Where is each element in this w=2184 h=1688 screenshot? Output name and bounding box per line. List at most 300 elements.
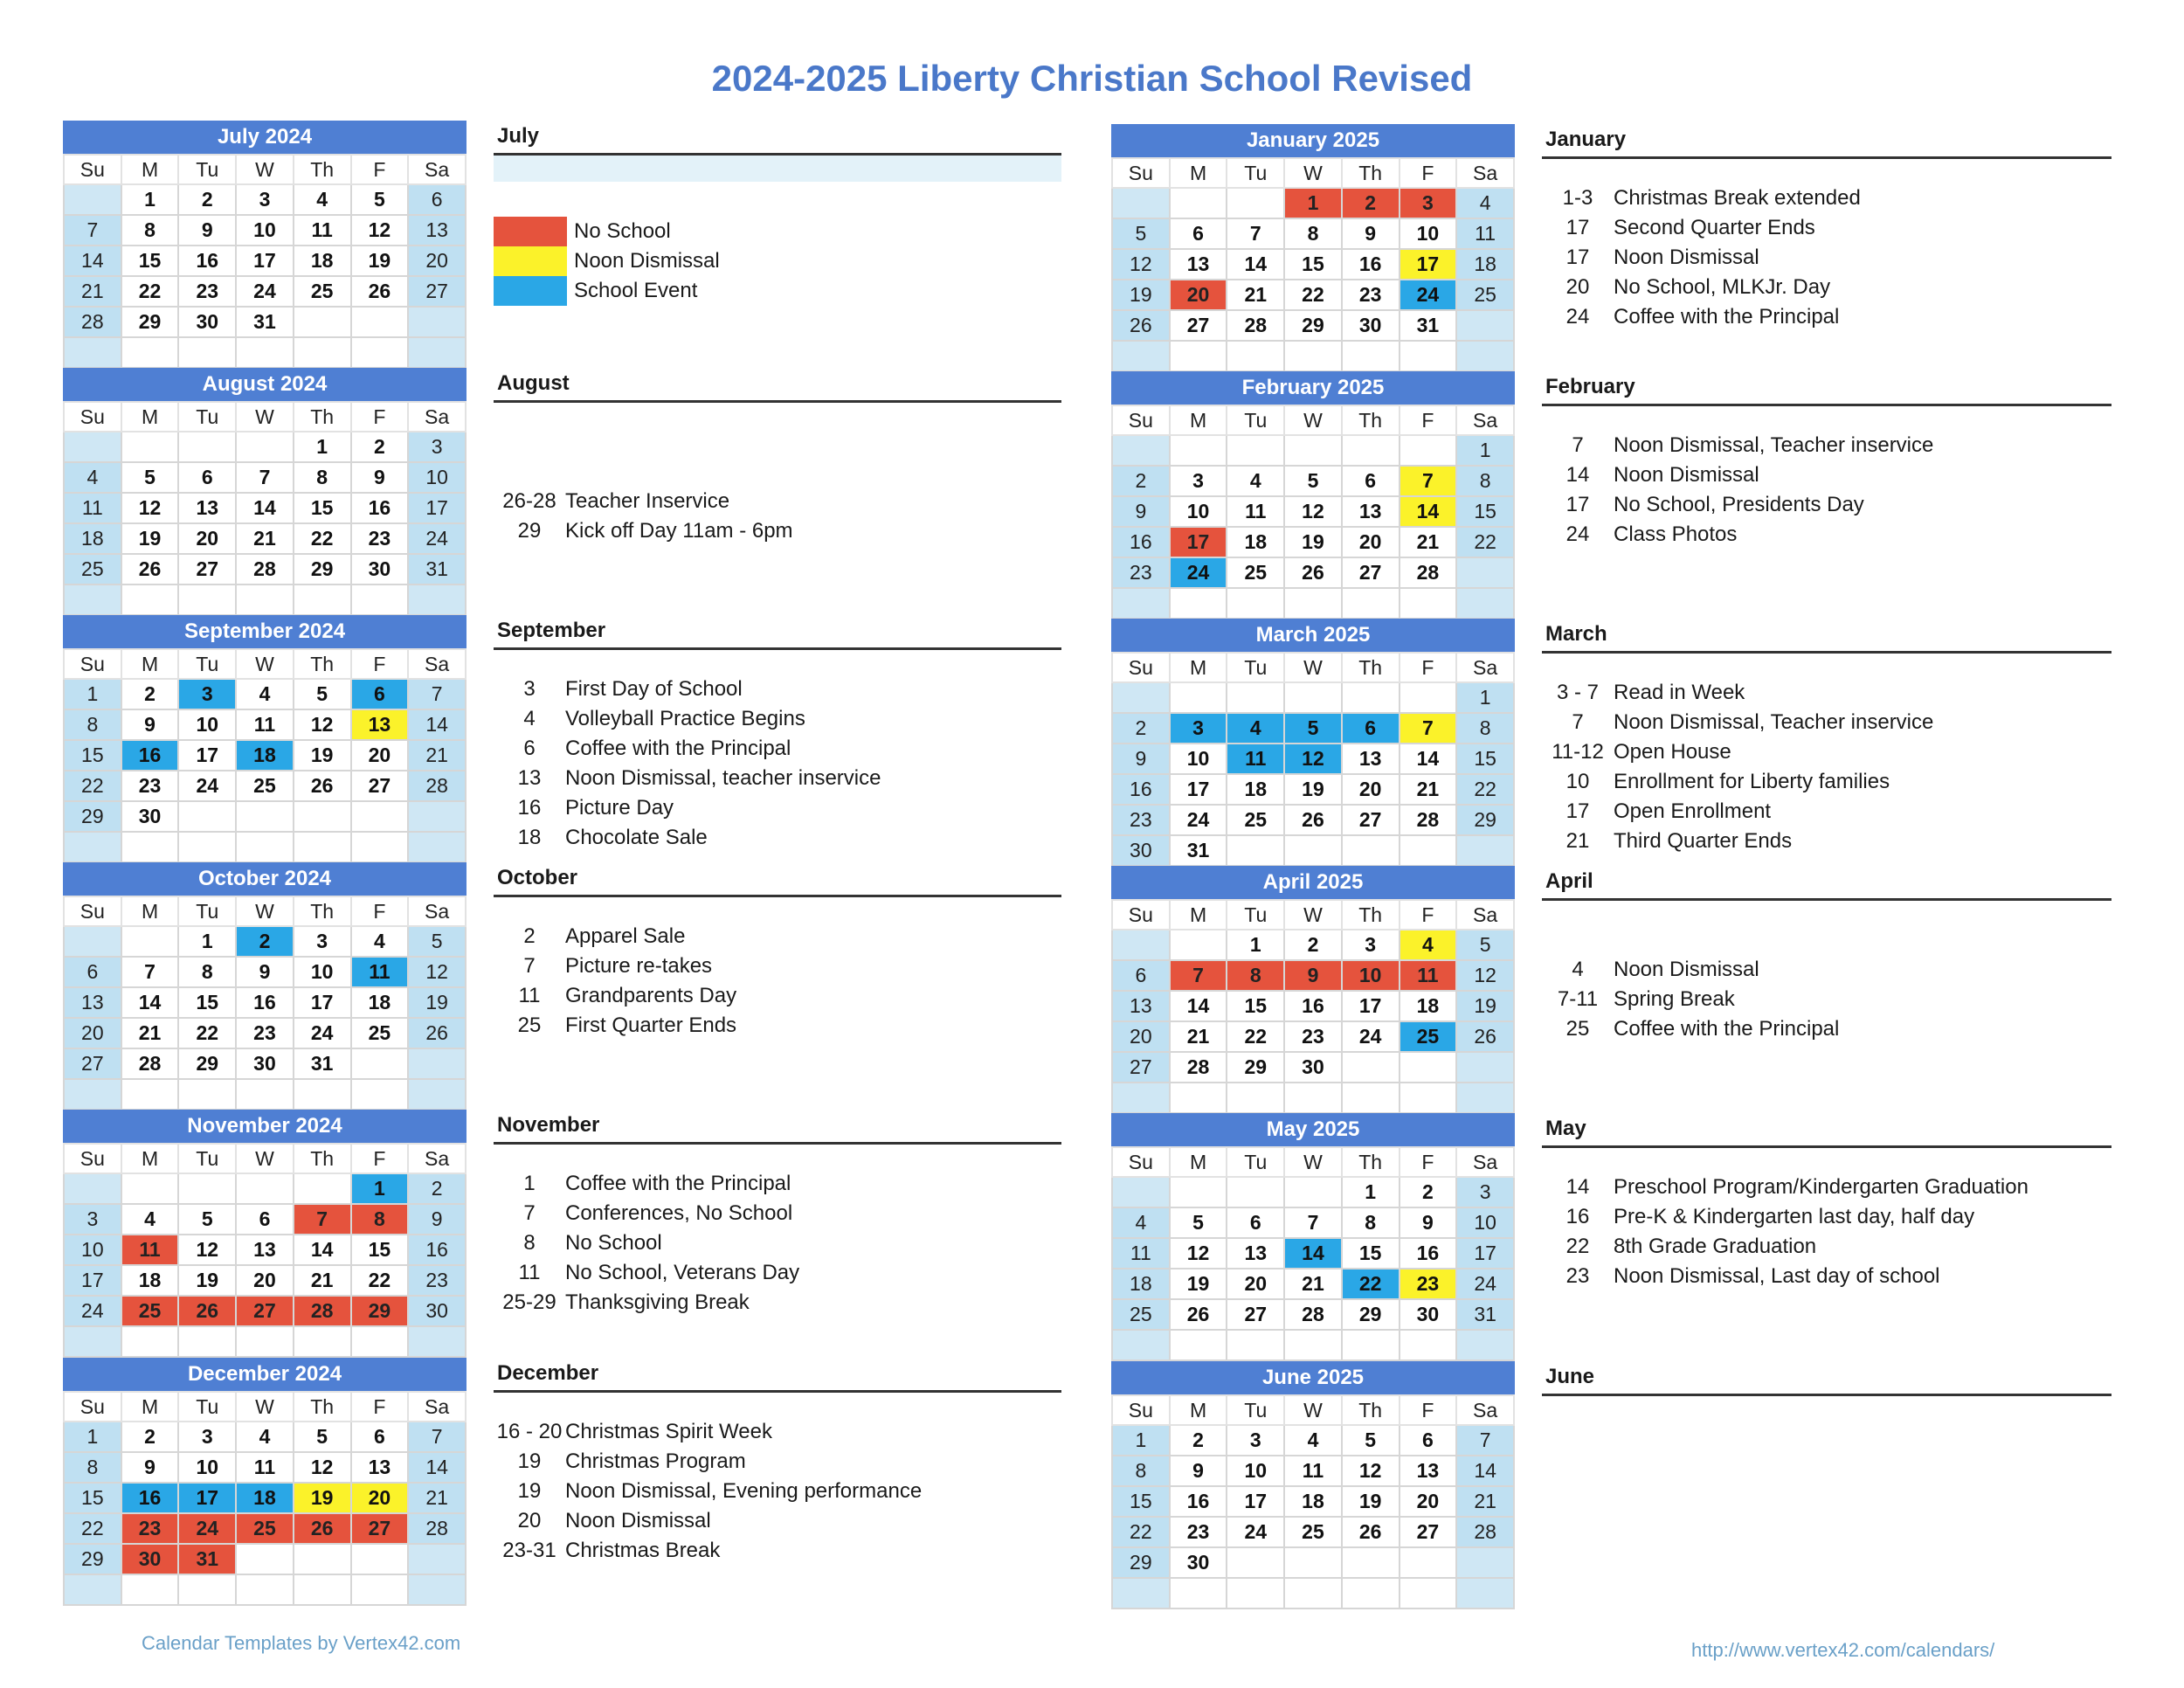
- month-header: April 2025: [1111, 866, 1515, 899]
- empty-day-cell: [64, 926, 121, 957]
- empty-day-cell: [64, 1574, 121, 1605]
- month-grid: [1111, 899, 1515, 1114]
- month-events: [494, 862, 1061, 1041]
- empty-day-cell: [1284, 588, 1342, 619]
- month-grid: [1111, 652, 1515, 867]
- event-date: 1-3: [1562, 186, 1593, 210]
- event-row: [494, 1258, 1061, 1288]
- events-heading: May: [1542, 1113, 2111, 1148]
- day-cell: 27: [1342, 805, 1400, 835]
- day-cell: 4: [236, 679, 294, 709]
- day-cell: 31: [178, 1544, 236, 1574]
- day-cell: 1: [351, 1173, 409, 1204]
- day-cell: 15: [1456, 496, 1514, 527]
- day-cell: 30: [121, 1544, 179, 1574]
- day-cell: 1: [294, 432, 351, 462]
- day-cell: 23: [1112, 805, 1170, 835]
- month-calendar: [1111, 124, 1515, 372]
- empty-day-cell: [1227, 1177, 1284, 1207]
- day-cell: 2: [178, 184, 236, 215]
- event-date: 17: [1565, 216, 1590, 239]
- day-cell: 4: [1227, 713, 1284, 744]
- day-cell: 5: [1112, 218, 1170, 249]
- day-cell: 9: [1342, 218, 1400, 249]
- day-cell: 1: [1284, 188, 1342, 218]
- event-text: Third Quarter Ends: [1614, 829, 1793, 853]
- day-cell: 30: [178, 307, 236, 337]
- month-grid: [1111, 1146, 1515, 1361]
- weekday-header: Tu: [1227, 405, 1284, 435]
- legend-label: School Event: [574, 279, 698, 302]
- day-cell: 21: [1170, 1021, 1227, 1052]
- event-text: Noon Dismissal: [1614, 463, 1759, 487]
- day-cell: 25: [1227, 805, 1284, 835]
- day-cell: 2: [236, 926, 294, 957]
- day-cell: 30: [1170, 1547, 1227, 1578]
- day-cell: 20: [408, 246, 466, 276]
- day-cell: 27: [408, 276, 466, 307]
- event-date: 26-28: [502, 489, 556, 513]
- day-cell: 23: [121, 771, 179, 801]
- day-cell: 15: [178, 987, 236, 1018]
- event-row: [1542, 460, 2111, 490]
- day-cell: 5: [178, 1204, 236, 1235]
- day-cell: 2: [121, 679, 179, 709]
- day-cell: 18: [1456, 249, 1514, 280]
- day-cell: 9: [1170, 1456, 1227, 1486]
- empty-day-cell: [121, 1173, 179, 1204]
- day-cell: 20: [351, 1483, 409, 1513]
- weekday-header: Tu: [178, 1392, 236, 1422]
- day-cell: 24: [178, 1513, 236, 1544]
- event-row: [494, 1536, 1061, 1566]
- day-cell: 4: [1112, 1207, 1170, 1238]
- day-cell: 8: [294, 462, 351, 493]
- month-events: [1542, 371, 2111, 550]
- day-cell: 17: [1227, 1486, 1284, 1517]
- day-cell: 26: [1170, 1299, 1227, 1330]
- empty-day-cell: [64, 832, 121, 862]
- day-cell: 3: [1170, 713, 1227, 744]
- day-cell: 5: [1170, 1207, 1227, 1238]
- weekday-header: Su: [64, 155, 121, 184]
- empty-day-cell: [351, 307, 409, 337]
- weekday-header: M: [1170, 158, 1227, 188]
- empty-day-cell: [408, 337, 466, 368]
- day-cell: 14: [294, 1235, 351, 1265]
- day-cell: 4: [64, 462, 121, 493]
- weekday-header: W: [1284, 158, 1342, 188]
- day-cell: 12: [1284, 496, 1342, 527]
- day-cell: 24: [294, 1018, 351, 1048]
- day-cell: 10: [236, 215, 294, 246]
- day-cell: 25: [351, 1018, 409, 1048]
- weekday-header: Th: [294, 1392, 351, 1422]
- weekday-header: W: [1284, 653, 1342, 682]
- empty-day-cell: [1284, 835, 1342, 866]
- empty-day-cell: [408, 585, 466, 615]
- empty-day-cell: [1227, 1083, 1284, 1113]
- event-text: Pre-K & Kindergarten last day, half day: [1614, 1205, 1975, 1228]
- event-text: Open House: [1614, 740, 1731, 764]
- event-row: [1542, 490, 2111, 520]
- empty-day-cell: [1227, 1330, 1284, 1360]
- day-cell: 16: [1342, 249, 1400, 280]
- event-date: 24: [1565, 305, 1590, 329]
- day-cell: 10: [1170, 744, 1227, 774]
- weekday-header: Tu: [178, 649, 236, 679]
- month-header: July 2024: [63, 121, 467, 154]
- day-cell: 11: [1112, 1238, 1170, 1269]
- weekday-header: W: [1284, 1147, 1342, 1177]
- event-text: Noon Dismissal, Teacher inservice: [1614, 433, 1934, 457]
- day-cell: 16: [121, 740, 179, 771]
- events-list: [494, 922, 1061, 1041]
- empty-day-cell: [1170, 682, 1227, 713]
- day-cell: 19: [121, 523, 179, 554]
- events-heading: August: [494, 368, 1061, 403]
- weekday-header: W: [1284, 405, 1342, 435]
- weekday-header: W: [236, 155, 294, 184]
- day-cell: 17: [236, 246, 294, 276]
- day-cell: 12: [178, 1235, 236, 1265]
- day-cell: 3: [236, 184, 294, 215]
- empty-day-cell: [351, 1544, 409, 1574]
- event-text: Christmas Break: [565, 1539, 721, 1562]
- weekday-header: Th: [294, 1144, 351, 1173]
- month-header: October 2024: [63, 862, 467, 896]
- day-cell: 27: [178, 554, 236, 585]
- event-text: Noon Dismissal: [1614, 958, 1759, 981]
- day-cell: 23: [1342, 280, 1400, 310]
- day-cell: 19: [408, 987, 466, 1018]
- day-cell: 31: [294, 1048, 351, 1079]
- day-cell: 2: [121, 1422, 179, 1452]
- day-cell: 10: [1170, 496, 1227, 527]
- events-list: [1542, 431, 2111, 550]
- day-cell: 8: [351, 1204, 409, 1235]
- events-list: [1542, 1173, 2111, 1291]
- day-cell: 8: [1227, 960, 1284, 991]
- day-cell: 28: [294, 1296, 351, 1326]
- events-list: [1542, 955, 2111, 1044]
- day-cell: 28: [408, 771, 466, 801]
- day-cell: 28: [1284, 1299, 1342, 1330]
- empty-day-cell: [178, 432, 236, 462]
- day-cell: 26: [1284, 805, 1342, 835]
- weekday-header: Sa: [1456, 653, 1514, 682]
- empty-day-cell: [178, 585, 236, 615]
- day-cell: 18: [1227, 774, 1284, 805]
- event-row: [494, 704, 1061, 734]
- event-date: 17: [1565, 246, 1590, 269]
- empty-day-cell: [1400, 341, 1457, 371]
- empty-day-cell: [236, 337, 294, 368]
- empty-day-cell: [236, 832, 294, 862]
- weekday-header: Th: [294, 896, 351, 926]
- month-grid: [63, 1391, 467, 1606]
- day-cell: 28: [1400, 805, 1457, 835]
- empty-day-cell: [351, 1326, 409, 1357]
- event-row: [1542, 302, 2111, 332]
- event-row: [494, 1288, 1061, 1318]
- event-text: Spring Break: [1614, 987, 1735, 1011]
- day-cell: 7: [408, 679, 466, 709]
- empty-day-cell: [1456, 1052, 1514, 1083]
- day-cell: 23: [351, 523, 409, 554]
- day-cell: 26: [1112, 310, 1170, 341]
- event-text: Noon Dismissal, Evening performance: [565, 1479, 923, 1503]
- empty-day-cell: [1112, 930, 1170, 960]
- day-cell: 25: [121, 1296, 179, 1326]
- day-cell: 16: [121, 1483, 179, 1513]
- weekday-header: Su: [1112, 1395, 1170, 1425]
- day-cell: 19: [294, 1483, 351, 1513]
- day-cell: 7: [408, 1422, 466, 1452]
- day-cell: 19: [1284, 774, 1342, 805]
- day-cell: 27: [351, 771, 409, 801]
- day-cell: 26: [351, 276, 409, 307]
- event-date: 29: [517, 519, 542, 543]
- day-cell: 10: [1456, 1207, 1514, 1238]
- empty-day-cell: [351, 337, 409, 368]
- event-date: 25: [1565, 1017, 1590, 1041]
- day-cell: 15: [294, 493, 351, 523]
- empty-day-cell: [1170, 930, 1227, 960]
- day-cell: 12: [121, 493, 179, 523]
- day-cell: 21: [408, 740, 466, 771]
- day-cell: 1: [64, 1422, 121, 1452]
- day-cell: 20: [1342, 527, 1400, 557]
- empty-day-cell: [294, 1574, 351, 1605]
- empty-day-cell: [121, 585, 179, 615]
- event-date: 16: [1565, 1205, 1590, 1228]
- empty-day-cell: [1456, 1578, 1514, 1608]
- empty-day-cell: [64, 1326, 121, 1357]
- weekday-header: Tu: [178, 1144, 236, 1173]
- empty-day-cell: [351, 1048, 409, 1079]
- day-cell: 31: [408, 554, 466, 585]
- weekday-header: F: [351, 1392, 409, 1422]
- day-cell: 24: [408, 523, 466, 554]
- event-row: [1542, 273, 2111, 302]
- empty-day-cell: [1170, 1578, 1227, 1608]
- day-cell: 17: [408, 493, 466, 523]
- empty-day-cell: [1284, 1177, 1342, 1207]
- day-cell: 13: [1342, 744, 1400, 774]
- month-events: [1542, 1113, 2111, 1291]
- empty-day-cell: [1400, 435, 1457, 466]
- empty-day-cell: [294, 307, 351, 337]
- legend-swatch-noon-dismissal: [494, 246, 567, 276]
- empty-day-cell: [294, 801, 351, 832]
- empty-day-cell: [1170, 1330, 1227, 1360]
- weekday-header: Sa: [408, 1144, 466, 1173]
- month-grid: [63, 648, 467, 863]
- day-cell: 4: [294, 184, 351, 215]
- day-cell: 26: [408, 1018, 466, 1048]
- events-list: [494, 675, 1061, 853]
- day-cell: 15: [1342, 1238, 1400, 1269]
- day-cell: 13: [1342, 496, 1400, 527]
- day-cell: 27: [64, 1048, 121, 1079]
- empty-day-cell: [64, 1079, 121, 1110]
- month-header: November 2024: [63, 1110, 467, 1143]
- day-cell: 5: [1284, 713, 1342, 744]
- weekday-header: Th: [1342, 158, 1400, 188]
- day-cell: 3: [1342, 930, 1400, 960]
- day-cell: 30: [1342, 310, 1400, 341]
- day-cell: 3: [1170, 466, 1227, 496]
- day-cell: 10: [178, 1452, 236, 1483]
- day-cell: 15: [64, 740, 121, 771]
- empty-day-cell: [408, 801, 466, 832]
- day-cell: 24: [1170, 805, 1227, 835]
- empty-day-cell: [1400, 682, 1457, 713]
- empty-day-cell: [1227, 435, 1284, 466]
- day-cell: 22: [1456, 527, 1514, 557]
- event-date: 20: [517, 1509, 542, 1532]
- day-cell: 9: [1112, 496, 1170, 527]
- month-grid: [63, 1143, 467, 1358]
- event-text: Christmas Spirit Week: [565, 1420, 772, 1443]
- event-row: [1542, 797, 2111, 827]
- event-text: Conferences, No School: [565, 1201, 793, 1225]
- day-cell: 12: [294, 709, 351, 740]
- event-row: [1542, 985, 2111, 1014]
- day-cell: 12: [1342, 1456, 1400, 1486]
- day-cell: 4: [1456, 188, 1514, 218]
- events-heading: April: [1542, 866, 2111, 901]
- empty-day-cell: [294, 1544, 351, 1574]
- event-row: [494, 1417, 1061, 1447]
- empty-day-cell: [1400, 835, 1457, 866]
- event-date: 20: [1565, 275, 1590, 299]
- event-text: Preschool Program/Kindergarten Graduation: [1614, 1175, 2028, 1199]
- weekday-header: M: [1170, 653, 1227, 682]
- empty-day-cell: [121, 432, 179, 462]
- footer-credit[interactable]: Calendar Templates by Vertex42.com: [142, 1632, 461, 1654]
- day-cell: 21: [1227, 280, 1284, 310]
- empty-day-cell: [64, 337, 121, 368]
- event-row: [1542, 1173, 2111, 1202]
- events-list: [1542, 678, 2111, 856]
- day-cell: 13: [1227, 1238, 1284, 1269]
- day-cell: 27: [1170, 310, 1227, 341]
- empty-day-cell: [178, 1173, 236, 1204]
- day-cell: 30: [1284, 1052, 1342, 1083]
- empty-day-cell: [294, 1079, 351, 1110]
- day-cell: 30: [121, 801, 179, 832]
- empty-day-cell: [408, 1544, 466, 1574]
- day-cell: 1: [121, 184, 179, 215]
- day-cell: 8: [1456, 713, 1514, 744]
- day-cell: 27: [351, 1513, 409, 1544]
- event-date: 7-11: [1557, 987, 1599, 1011]
- day-cell: 29: [64, 1544, 121, 1574]
- day-cell: 16: [178, 246, 236, 276]
- day-cell: 10: [294, 957, 351, 987]
- day-cell: 31: [1400, 310, 1457, 341]
- empty-day-cell: [1112, 1177, 1170, 1207]
- day-cell: 6: [1112, 960, 1170, 991]
- event-date: 10: [1565, 770, 1590, 793]
- day-cell: 22: [64, 771, 121, 801]
- day-cell: 29: [1227, 1052, 1284, 1083]
- empty-day-cell: [1112, 1083, 1170, 1113]
- day-cell: 23: [1170, 1517, 1227, 1547]
- empty-day-cell: [1170, 341, 1227, 371]
- empty-day-cell: [1284, 682, 1342, 713]
- day-cell: 16: [1284, 991, 1342, 1021]
- weekday-header: Sa: [1456, 1147, 1514, 1177]
- events-heading: December: [494, 1358, 1061, 1393]
- day-cell: 18: [236, 740, 294, 771]
- day-cell: 27: [1342, 557, 1400, 588]
- day-cell: 1: [1342, 1177, 1400, 1207]
- day-cell: 18: [294, 246, 351, 276]
- empty-day-cell: [236, 1079, 294, 1110]
- empty-day-cell: [1400, 588, 1457, 619]
- weekday-header: Sa: [408, 649, 466, 679]
- day-cell: 30: [351, 554, 409, 585]
- day-cell: 7: [121, 957, 179, 987]
- weekday-header: Tu: [1227, 1395, 1284, 1425]
- weekday-header: M: [121, 649, 179, 679]
- day-cell: 22: [294, 523, 351, 554]
- day-cell: 6: [1170, 218, 1227, 249]
- day-cell: 4: [121, 1204, 179, 1235]
- day-cell: 13: [1400, 1456, 1457, 1486]
- day-cell: 18: [64, 523, 121, 554]
- day-cell: 26: [294, 1513, 351, 1544]
- event-date: 25: [517, 1013, 542, 1037]
- empty-day-cell: [1456, 310, 1514, 341]
- event-text: Teacher Inservice: [565, 489, 730, 513]
- day-cell: 18: [1400, 991, 1457, 1021]
- day-cell: 11: [1456, 218, 1514, 249]
- day-cell: 28: [1456, 1517, 1514, 1547]
- day-cell: 12: [1112, 249, 1170, 280]
- day-cell: 9: [351, 462, 409, 493]
- empty-day-cell: [1342, 435, 1400, 466]
- empty-day-cell: [64, 585, 121, 615]
- month-calendar: [63, 862, 467, 1110]
- events-heading: February: [1542, 371, 2111, 406]
- day-cell: 14: [64, 246, 121, 276]
- footer-url[interactable]: http://www.vertex42.com/calendars/: [1691, 1639, 1995, 1661]
- day-cell: 17: [178, 740, 236, 771]
- empty-day-cell: [351, 585, 409, 615]
- day-cell: 25: [236, 1513, 294, 1544]
- event-date: 17: [1565, 799, 1590, 823]
- event-text: Kick off Day 11am - 6pm: [565, 519, 793, 543]
- empty-day-cell: [1400, 1578, 1457, 1608]
- day-cell: 19: [1112, 280, 1170, 310]
- day-cell: 17: [178, 1483, 236, 1513]
- empty-day-cell: [178, 1326, 236, 1357]
- day-cell: 5: [294, 679, 351, 709]
- month-calendar: [63, 368, 467, 616]
- day-cell: 11: [236, 709, 294, 740]
- empty-day-cell: [1284, 1083, 1342, 1113]
- day-cell: 20: [1400, 1486, 1457, 1517]
- empty-day-cell: [408, 1326, 466, 1357]
- day-cell: 15: [1112, 1486, 1170, 1517]
- day-cell: 16: [1400, 1238, 1457, 1269]
- weekday-header: Sa: [1456, 900, 1514, 930]
- day-cell: 21: [1400, 774, 1457, 805]
